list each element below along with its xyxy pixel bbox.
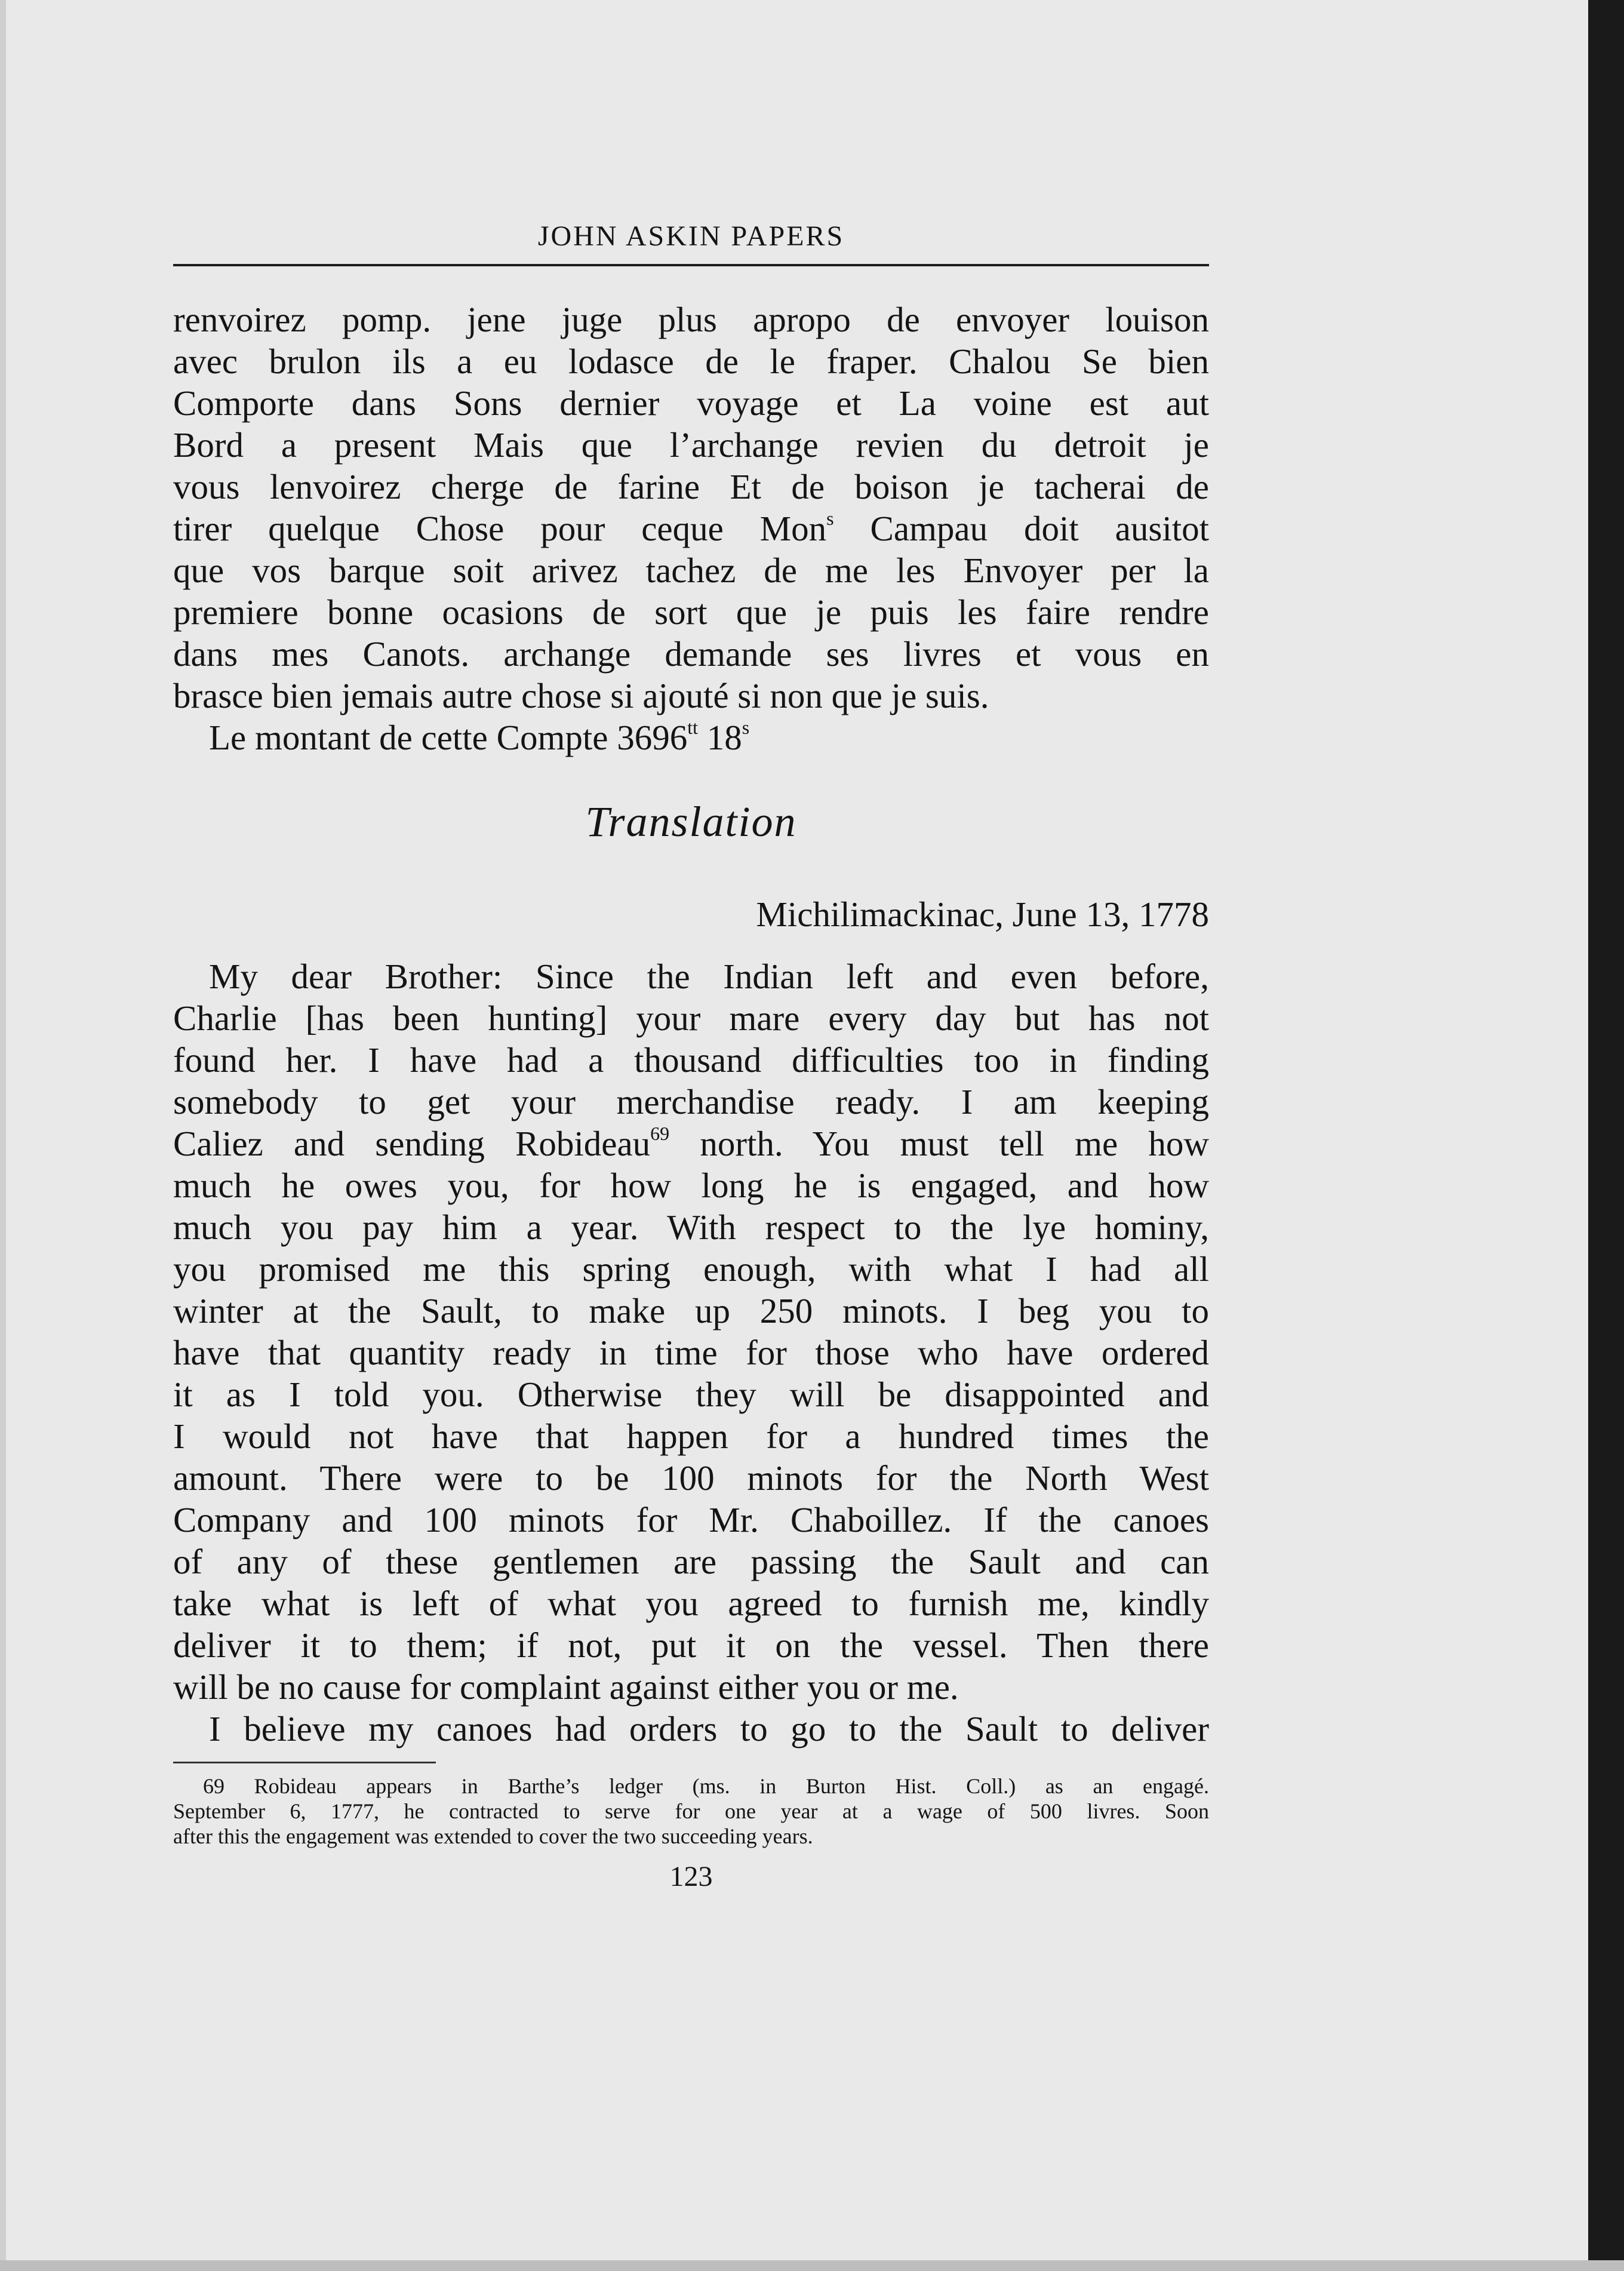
header-rule xyxy=(173,264,1209,266)
right-edge-shadow xyxy=(1588,0,1624,2271)
french-line: renvoirez pomp. jene juge plus apropo de envoyer louison xyxy=(173,300,1209,339)
translation-heading: Translation xyxy=(585,798,797,846)
translation-line: of any of these gentlemen are passing the Sault and can xyxy=(173,1542,1209,1581)
translation-line: I believe my canoes had orders to go to the Sault to deliver xyxy=(209,1709,1209,1748)
translation-line-text: north. You must tell me how xyxy=(669,1124,1209,1163)
translation-line: take what is left of what you agreed to furnish me, kindly xyxy=(173,1584,1209,1623)
french-line: vous lenvoirez cherge de farine Et de boison je tacherai de xyxy=(173,467,1209,506)
page-body xyxy=(173,0,1209,2271)
footnote-line: September 6, 1777, he contracted to serve for one year at a wage of 500 livres. Soon xyxy=(173,1799,1209,1823)
french-line: premiere bonne ocasions de sort que je puis les faire rendre xyxy=(173,592,1209,632)
footnote-line: 69 Robideau appears in Barthe’s ledger (ms. in Burton Hist. Coll.) as an engagé. xyxy=(203,1774,1209,1798)
footnote-rule xyxy=(173,1762,436,1763)
footnote-line: after this the engagement was extended to cover the two succeeding years. xyxy=(173,1824,813,1848)
account-total-text: 18 xyxy=(697,718,742,757)
translation-line: My dear Brother: Since the Indian left and even before, xyxy=(209,957,1209,996)
french-line: dans mes Canots. archange demande ses livres et vous en xyxy=(173,634,1209,674)
superscript: s xyxy=(826,508,834,529)
translation-line: have that quantity ready in time for those who have ordered xyxy=(173,1333,1209,1372)
translation-line: amount. There were to be 100 minots for the North West xyxy=(173,1458,1209,1498)
french-line: que vos barque soit arivez tachez de me les Envoyer per la xyxy=(173,551,1209,590)
dateline: Michilimackinac, June 13, 1778 xyxy=(756,895,1209,934)
translation-line: Company and 100 minots for Mr. Chaboillez. If the canoes xyxy=(173,1500,1209,1539)
french-line-text: Campau doit ausitot xyxy=(833,509,1210,548)
translation-line: somebody to get your merchandise ready. I am keeping xyxy=(173,1082,1209,1121)
account-total-text: Le montant de cette Compte 3696 xyxy=(209,718,688,757)
footnote-marker: 69 xyxy=(650,1123,670,1144)
translation-line xyxy=(173,1123,1209,1164)
french-line-text: tirer quelque Chose pour ceque Mon xyxy=(173,509,827,548)
account-total-line xyxy=(173,717,1209,758)
running-head: JOHN ASKIN PAPERS xyxy=(537,220,845,252)
translation-line: it as I told you. Otherwise they will be disappointed and xyxy=(173,1375,1209,1414)
french-line xyxy=(173,508,1209,549)
superscript: s xyxy=(742,717,750,738)
translation-line: deliver it to them; if not, put it on the vessel. Then there xyxy=(173,1625,1209,1665)
translation-line: much he owes you, for how long he is engaged, and how xyxy=(173,1166,1209,1205)
translation-line: I would not have that happen for a hundred times the xyxy=(173,1416,1209,1456)
french-line: Bord a present Mais que l’archange revien du detroit je xyxy=(173,425,1209,465)
translation-line: found her. I have had a thousand difficulties too in finding xyxy=(173,1040,1209,1080)
french-line: brasce bien jemais autre chose si ajouté si non que je suis. xyxy=(173,676,989,715)
french-line: avec brulon ils a eu lodasce de le fraper. Chalou Se bien xyxy=(173,342,1209,381)
page-number: 123 xyxy=(669,1861,713,1892)
translation-line: much you pay him a year. With respect to the lye hominy, xyxy=(173,1207,1209,1247)
translation-line: will be no cause for complaint against either you or me. xyxy=(173,1667,959,1707)
translation-line-text: Caliez and sending Robideau xyxy=(173,1124,651,1163)
translation-line: you promised me this spring enough, with what I had all xyxy=(173,1249,1209,1289)
french-line: Comporte dans Sons dernier voyage et La voine est aut xyxy=(173,383,1209,423)
translation-line: winter at the Sault, to make up 250 minots. I beg you to xyxy=(173,1291,1209,1330)
superscript: tt xyxy=(687,717,698,738)
left-edge-shadow xyxy=(0,0,6,2271)
translation-line: Charlie [has been hunting] your mare every day but has not xyxy=(173,998,1209,1038)
